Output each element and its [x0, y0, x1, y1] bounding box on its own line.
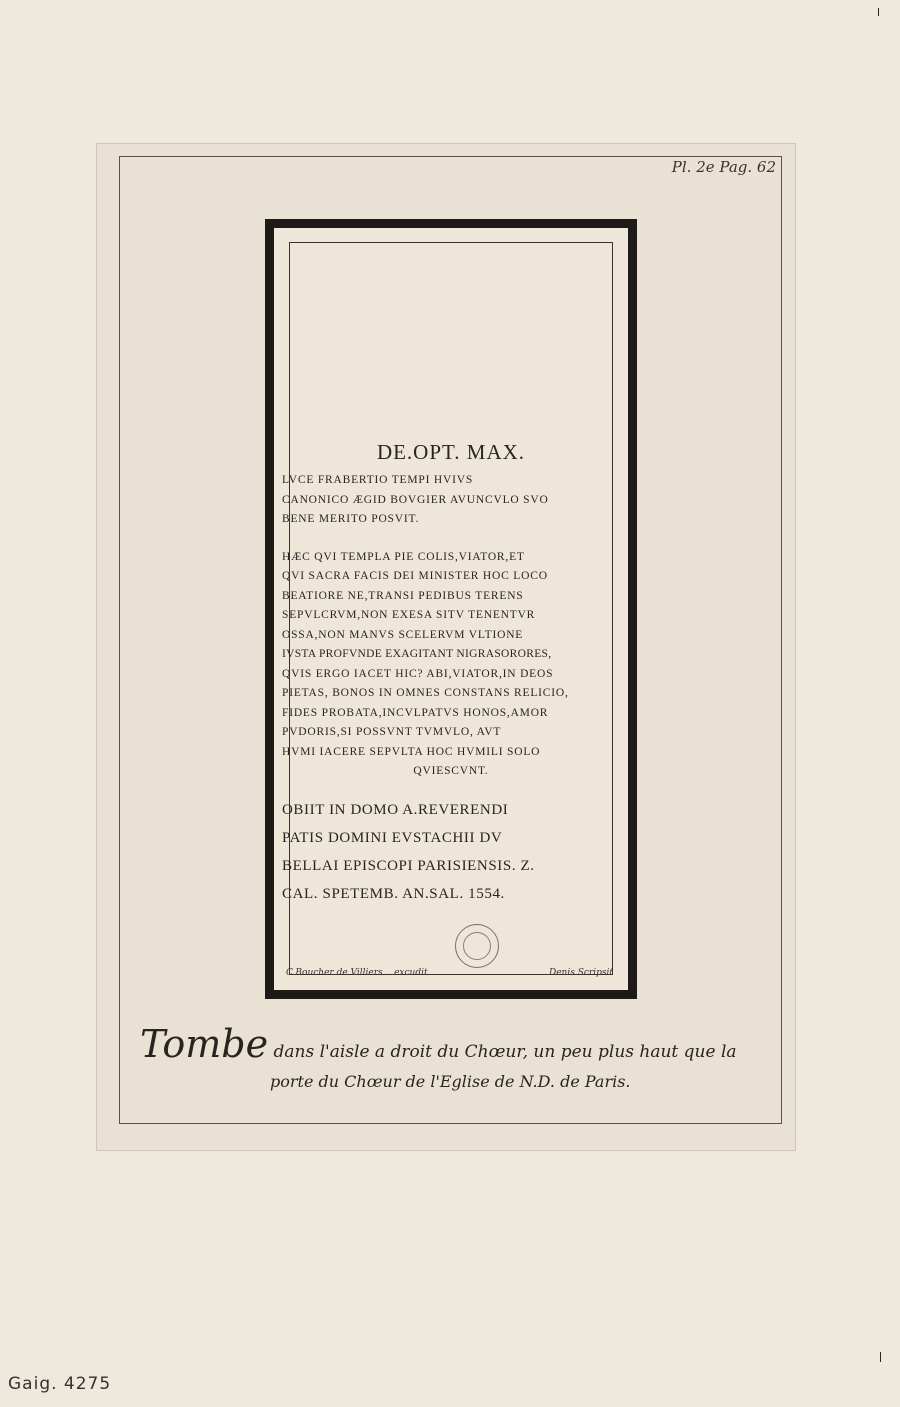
epitaph-line: PIETAS, BONOS IN OMNES CONSTANS RELICIO,	[282, 687, 569, 699]
corner-mark	[878, 8, 879, 16]
obit-block	[282, 796, 620, 908]
inscription	[282, 440, 620, 908]
caption-line-2: porte du Chœur de l'Eglise de N.D. de Paris.	[270, 1072, 631, 1091]
plate-caption	[140, 1022, 780, 1091]
epitaph-line: PVDORIS,SI POSSVNT TVMVLO, AVT	[282, 726, 502, 738]
obit-line: OBIIT IN DOMO A.REVERENDI	[282, 801, 509, 818]
caption-line-1: dans l'aisle a droit du Chœur, un peu plus haut que la	[268, 1042, 737, 1062]
intro-line: LVCE FRABERTIO TEMPI HVIVS	[282, 474, 474, 486]
epitaph-line: SEPVLCRVM,NON EXESA SITV TENENTVR	[282, 609, 536, 621]
epitaph-line: IVSTA PROFVNDE EXAGITANT NIGRASORORES,	[282, 648, 552, 660]
intro-line: BENE MERITO POSVIT.	[282, 513, 420, 525]
plate-reference: Pl. 2e Pag. 62	[671, 158, 776, 176]
corner-mark	[880, 1352, 881, 1362]
epitaph-line: QVI SACRA FACIS DEI MINISTER HOC LOCO	[282, 570, 548, 582]
epitaph-line: OSSA,NON MANVS SCELERVM VLTIONE	[282, 628, 524, 641]
caption-lead: Tombe	[140, 1022, 269, 1066]
intro-line: CANONICO ÆGID BOVGIER AVUNCVLO SVO	[282, 493, 549, 506]
epitaph-line: QVIESCVNT.	[413, 765, 489, 777]
shelfmark-note: Gaig. 4275	[8, 1374, 112, 1394]
epitaph-line: HVMI IACERE SEPVLTA HOC HVMILI SOLO	[282, 745, 541, 758]
epitaph-line: QVIS ERGO IACET HIC? ABI,VIATOR,IN DEOS	[282, 667, 554, 680]
epitaph-line: BEATIORE NE,TRANSI PEDIBUS TERENS	[282, 589, 524, 602]
engraver-credit: C.Boucher de Villiers... excudit	[286, 968, 428, 978]
library-stamp-icon	[455, 924, 499, 968]
epitaph-line: HÆC QVI TEMPLA PIE COLIS,VIATOR,ET	[282, 550, 525, 563]
dedication-heading: DE.OPT. MAX.	[376, 440, 526, 464]
epitaph-line: FIDES PROBATA,INCVLPATVS HONOS,AMOR	[282, 706, 549, 719]
scribe-credit: Denis Scripsit	[549, 968, 613, 978]
obit-line: BELLAI EPISCOPI PARISIENSIS. Z.	[282, 857, 535, 874]
obit-line: PATIS DOMINI EVSTACHII DV	[282, 829, 503, 846]
obit-line: CAL. SPETEMB. AN.SAL. 1554.	[282, 885, 505, 902]
